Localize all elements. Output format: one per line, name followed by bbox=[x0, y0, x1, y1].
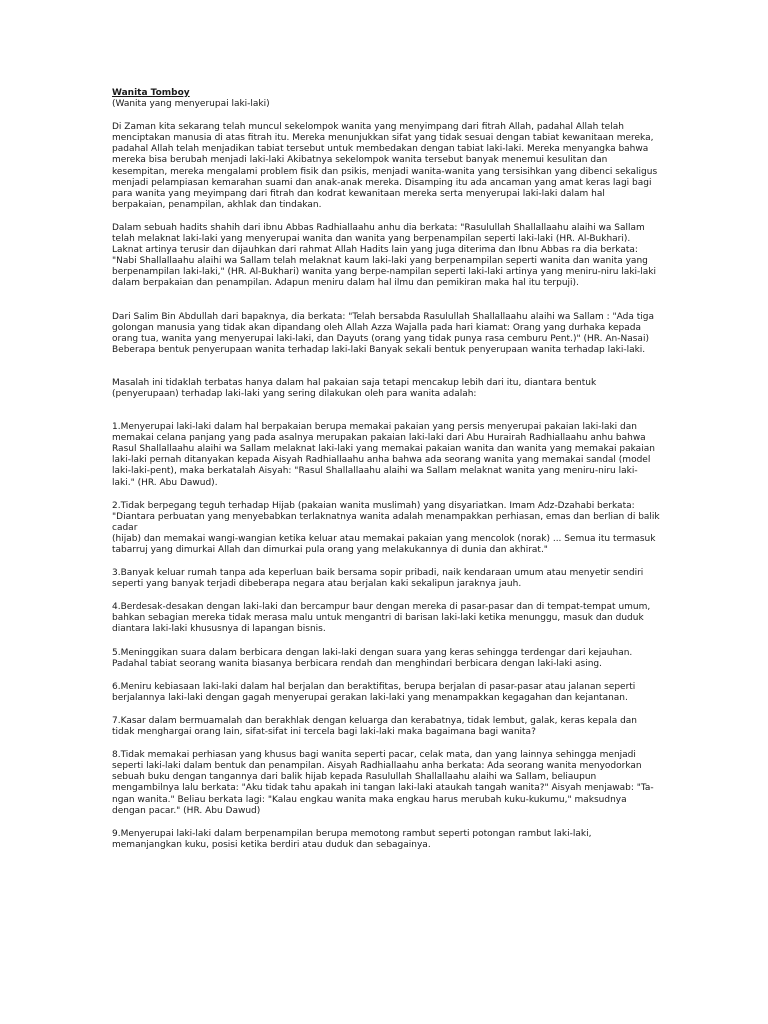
list-item-2: 2.Tidak berpegang teguh terhadap Hijab (pakaian wanita muslimah) yang disyariatkan. Imam Adz-Dzahabi berkata: "Diantara perbuatan yang menyebabkan terlaknatnya wanita adalah menampakkan perhiasan, emas dan berlian di balik cadar (hijab) dan memakai wangi-wangian ketika keluar atau memakai pakaian yang mencolok (norak) ... Semua itu termasuk tabarruj yang dimurkai Allah dan dimurkai pula orang yang melakukannya di dunia dan akhirat." bbox=[112, 500, 660, 555]
paragraph-hadith-ibnu-abbas: Dalam sebuah hadits shahih dari ibnu Abbas Radhiallaahu anhu dia berkata: "Rasulullah Shallallaahu alaihi wa Sallam telah melaknat laki-laki yang menyerupai wanita dan wanita yang berpenampilan seperti laki-laki (HR. Al-Bukhari). Laknat artinya terusir dan dijauhkan dari rahmat Allah Hadits lain yang juga diterima dan Ibnu Abbas ra dia berkata: "Nabi Shallallaahu alaihi wa Sallam telah melaknat kaum laki-laki yang berpenampilan seperti wanita dan wanita yang berpenampilan laki-laki," (HR. Al-Bukhari) wanita yang berpe-nampilan seperti laki-laki artinya yang meniru-niru laki-laki dalam berpakaian dan penampilan. Adapun meniru dalam hal ilmu dan pemikiran maka hal itu terpuji). bbox=[112, 222, 657, 289]
document-page bbox=[112, 88, 660, 863]
paragraph-hadith-salim: Dari Salim Bin Abdullah dari bapaknya, dia berkata: "Telah bersabda Rasulullah Shallallaahu alaihi wa Sallam : "Ada tiga golongan manusia yang tidak akan dipandang oleh Allah Azza Wajalla pada hari kiamat: Orang yang durhaka kepada orang tua, wanita yang menyerupai laki-laki, dan Dayuts (orang yang tidak punya rasa cemburu Pent.)" (HR. An-Nasai) Beberapa bentuk penyerupaan wanita terhadap laki-laki Banyak sekali bentuk penyerupaan wanita terhadap laki-laki. bbox=[112, 311, 655, 355]
list-item-3: 3.Banyak keluar rumah tanpa ada keperluan baik bersama sopir pribadi, naik kendaraan umum atau menyetir sendiri seperti yang banyak terjadi dibeberapa negara atau berjalan kaki sekalipun jaraknya jauh. bbox=[112, 568, 644, 590]
list-item-5: 5.Meninggikan suara dalam berbicara dengan laki-laki dengan suara yang keras sehingga terdengar dari kejauhan. Padahal tabiat seorang wanita biasanya berbicara rendah dan menghindari berbicara dengan laki-laki asing. bbox=[112, 647, 633, 669]
list-item-7: 7.Kasar dalam bermuamalah dan berakhlak dengan keluarga dan kerabatnya, tidak lembut, galak, keras kepala dan tidak menghargai orang lain, sifat-sifat ini tercela bagi laki-laki maka bagaimana bagi wanita? bbox=[112, 715, 638, 738]
list-item-8: 8.Tidak memakai perhiasan yang khusus bagi wanita seperti pacar, celak mata, dan yang lainnya sehingga menjadi seperti laki-laki dalam bentuk dan penampilan. Aisyah Radhiallaahu anha berkata: Ada seorang wanita menyodorkan sebuah buku dengan tangannya dari balik hijab kepada Rasulullah Shallallaahu alaihi wa Sallam, beliaupun mengambilnya lalu berkata: "Aku tidak tahu apakah ini tangan laki-laki ataukah tangah wanita?" Aisyah menjawab: "Ta-ngan wanita." Beliau berkata lagi: "Kalau engkau wanita maka engkau harus merubah kuku-kukumu," maksudnya dengan pacar." (HR. Abu Dawud) bbox=[112, 750, 654, 816]
list-item-4: 4.Berdesak-desakan dengan laki-laki dan bercampur baur dengan mereka di pasar-pasar dan di tempat-tempat umum, bahkan sebagian mereka tidak merasa malu untuk mengantri di barisan laki-laki ketika menunggu, masuk dan duduk diantara laki-laki khususnya di lapangan bisnis. bbox=[112, 602, 651, 635]
list-item-1: 1.Menyerupai laki-laki dalam hal berpakaian berupa memakai pakaian yang persis menyerupai pakaian laki-laki dan memakai celana panjang yang pada asalnya merupakan pakaian laki-laki dari Abu Hurairah Radhiallaahu anhu bahwa Rasul Shallallaahu alaihi wa Sallam melaknat laki-laki yang memakai pakaian wanita dan wanita yang memakai pakaian laki-laki pernah ditanyakan kepada Aisyah Radhiallaahu anha bahwa ada seorang wanita yang memakai sandal (model laki-laki-pent), maka berkatalah Aisyah: "Rasul Shallallaahu alaihi wa Sallam melaknat wanita yang meniru-niru laki-laki." (HR. Abu Dawud). bbox=[112, 422, 655, 488]
list-item-9: 9.Menyerupai laki-laki dalam berpenampilan berupa memotong rambut seperti potongan rambut laki-laki, memanjangkan kuku, posisi ketika berdiri atau duduk dan sebagainya. bbox=[112, 828, 592, 850]
list-item-6: 6.Meniru kebiasaan laki-laki dalam hal berjalan dan beraktifitas, berupa berjalan di pasar-pasar atau jalanan seperti berjalannya laki-laki dengan gagah menyerupai gerakan laki-laki yang menampakkan kegagahan dan kejantanan. bbox=[112, 681, 636, 703]
document-subtitle: (Wanita yang menyerupai laki-laki) bbox=[112, 99, 270, 110]
document-title: Wanita Tomboy bbox=[112, 88, 190, 98]
paragraph-forms-intro: Masalah ini tidaklah terbatas hanya dalam hal pakaian saja tetapi mencakup lebih dari itu, diantara bentuk (penyerupaan) terhadap laki-laki yang sering dilakukan oleh para wanita adalah: bbox=[112, 377, 597, 399]
paragraph-intro: Di Zaman kita sekarang telah muncul sekelompok wanita yang menyimpang dari fitrah Allah, padahal Allah telah menciptakan manusia di atas fitrah itu. Mereka menunjukkan sifat yang tidak sesuai dengan tabiat kewanitaan mereka, padahal Allah telah menjadikan tabiat tersebut untuk membedakan dengan tabiat laki-laki. Mereka menyangka bahwa mereka bisa berubah menjadi laki-laki Akibatnya sekelompok wanita tersebut banyak menemui kesulitan dan kesempitan, mereka mengalami problem fisik dan psikis, menjadi wanita-wanita yang tersisihkan yang dibenci sekaligus menjadi pelampiasan kemarahan suami dan anak-anak mereka. Disamping itu ada ancaman yang amat keras lagi bagi para wanita yang meyimpang dari fitrah dan kodrat kewanitaan mereka serta menyerupai laki-laki dalam hal berpakaian, penampilan, akhlak dan tindakan. bbox=[112, 122, 658, 210]
